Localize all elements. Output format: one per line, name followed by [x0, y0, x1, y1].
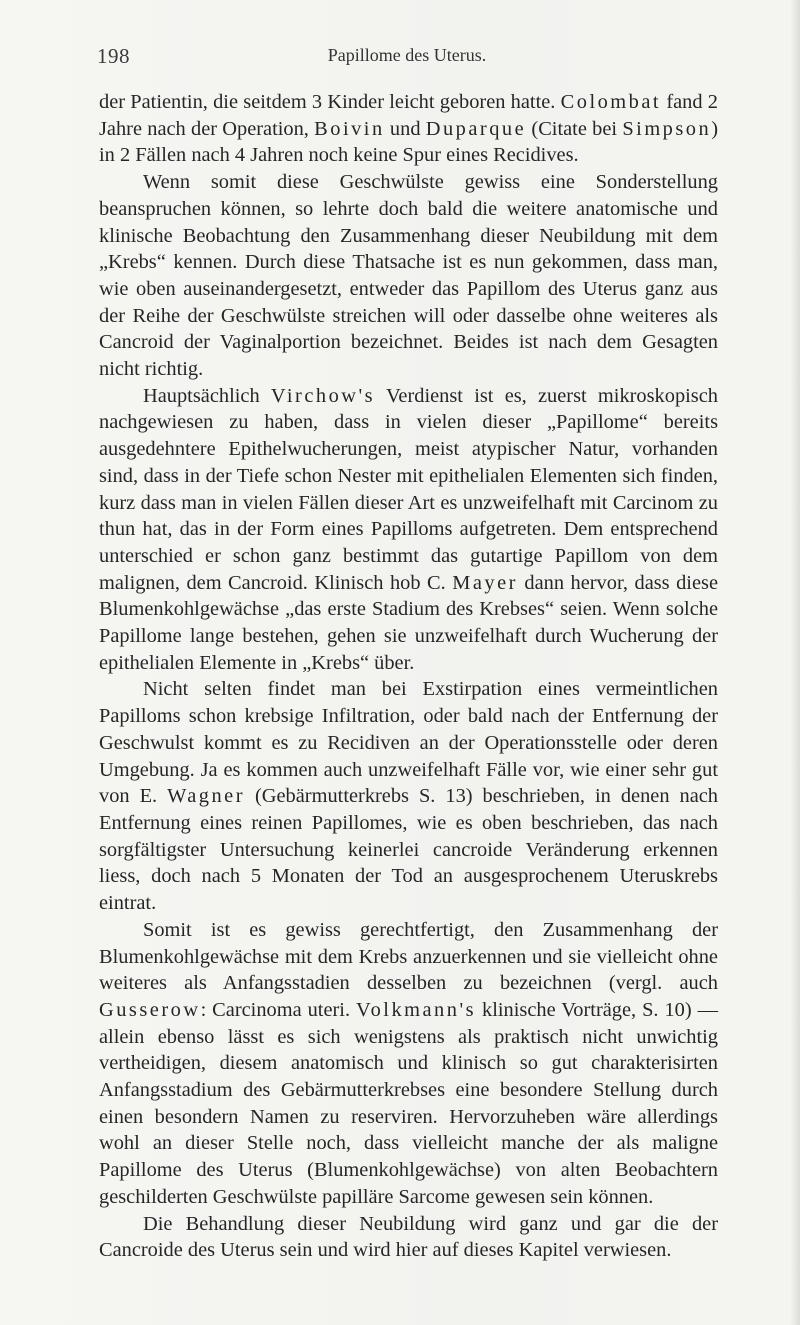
text-run: Die Behandlung dieser Neubildung wird ganz und gar die der Cancroide des Uterus sein und wird hier auf dieses Kapitel verwiesen.	[99, 1212, 718, 1262]
text-run: ) in 2 Fällen nach 4 Jahren noch keine Spur eines Recidives.	[99, 117, 718, 167]
text-run: Somit ist es gewiss gerechtfertigt, den Zusammenhang der Blumenkohlgewächse mit dem Krebs anzuerkennen und sie vielleicht ohne weiteres als Anfangsstadien desselben zu bezeichnen (vergl. auch	[99, 918, 718, 995]
spaced-name: Gusserow	[99, 998, 201, 1021]
spaced-name: Volkmann's	[356, 998, 477, 1021]
text-run: Nicht selten findet man bei Exstirpation eines vermeintlichen Papilloms schon krebsige Infiltration, oder bald nach der Entfernung der Geschwulst kommt es zu Recidiven an der Operationsstelle oder deren Umgebung. Ja es kommen auch unzweifelhaft Fälle vor, wie einer sehr gut von E.	[99, 678, 718, 808]
running-title: Papillome des Uterus.	[327, 45, 487, 65]
paragraph	[99, 89, 718, 169]
paragraph	[99, 1211, 718, 1264]
page-number: 198	[97, 44, 130, 68]
body-text	[99, 89, 718, 1264]
text-run: : Carcinoma uteri.	[200, 998, 356, 1021]
text-run: (Gebärmutterkrebs S. 13) beschrieben, in denen nach Entfernung eines reinen Papillomes, wie es oben beschrieben, das nach sorgfältigster Untersuchung keinerlei cancroide Veränderung erkennen liess, doch nach 5 Monaten der Tod an ausgesprochenem Uteruskrebs eintrat.	[99, 785, 718, 915]
text-run: fand 2 Jahre nach der Operation,	[99, 91, 719, 140]
page-header	[97, 44, 717, 70]
spaced-name: Simpson	[622, 117, 712, 140]
scan-edge-shadow	[790, 0, 800, 1325]
text-run: der Patientin, die seitdem 3 Kinder leicht geboren hatte.	[99, 91, 561, 113]
spaced-name: Colombat	[560, 91, 662, 113]
text-run: Verdienst ist es, zuerst mikroskopisch nachgewiesen zu haben, dass in vielen dieser „Papillome“ bereits ausgedehntere Epithelwucherungen, meist atypischer Natur, vorhanden sind, dass in der Tiefe schon Nester mit epithelialen Elementen sich finden, kurz dass man in vielen Fällen dieser Art es unzweifelhaft mit Carcinom zu thun hat, das in der Form eines Papilloms aufgetreten. Dem entsprechend unterschied er schon ganz bestimmt das gutartige Papillom von dem malignen, dem Cancroid. Klinisch hob C.	[99, 384, 718, 594]
text-run: und	[384, 117, 426, 140]
text-run: Hauptsächlich	[143, 384, 271, 407]
text-run: dann hervor, dass diese Blumenkohlgewächse „das erste Stadium des Krebses“ seien. Wenn solche Papillome lange bestehen, gehen sie unzweifelhaft durch Wucherung der epithelialen Elemente in „Krebs“ über.	[99, 571, 718, 674]
spaced-name: Boivin	[314, 117, 385, 140]
paragraph	[99, 917, 718, 1211]
paragraph	[99, 676, 718, 916]
paragraph	[99, 383, 718, 677]
text-run: (Citate bei	[526, 117, 623, 140]
spaced-name: Virchow's	[270, 384, 376, 407]
spaced-name: Wagner	[167, 785, 246, 808]
text-run: Wenn somit diese Geschwülste gewiss eine Sonderstellung beanspruchen können, so lehrte doch bald die weitere anatomische und klinische Beobachtung den Zusammenhang dieser Neubildung mit dem „Krebs“ kennen. Durch diese Thatsache ist es nun gekommen, dass man, wie oben auseinandergesetzt, entweder das Papillom des Uterus ganz aus der Reihe der Geschwülste streichen will oder dasselbe ohne weiteres als Cancroid der Vaginalportion bezeichnet. Beides ist nach dem Gesagten nicht richtig.	[99, 171, 718, 381]
paragraph	[99, 169, 718, 383]
spaced-name: Mayer	[452, 571, 518, 594]
text-run: klinische Vorträge, S. 10) — allein ebenso lässt es sich wenigstens als praktisch nicht unwichtig vertheidigen, diesem anatomisch und klinisch so gut charakterisirten Anfangsstadium des Gebärmutterkrebses eine besondere Stellung durch einen besondern Namen zu reserviren. Hervorzuheben wäre allerdings wohl an dieser Stelle noch, dass vielleicht manche der als maligne Papillome des Uterus (Blumenkohlgewächse) von alten Beobachtern geschilderten Geschwülste papilläre Sarcome gewesen sein können.	[99, 998, 718, 1208]
spaced-name: Duparque	[425, 117, 527, 140]
